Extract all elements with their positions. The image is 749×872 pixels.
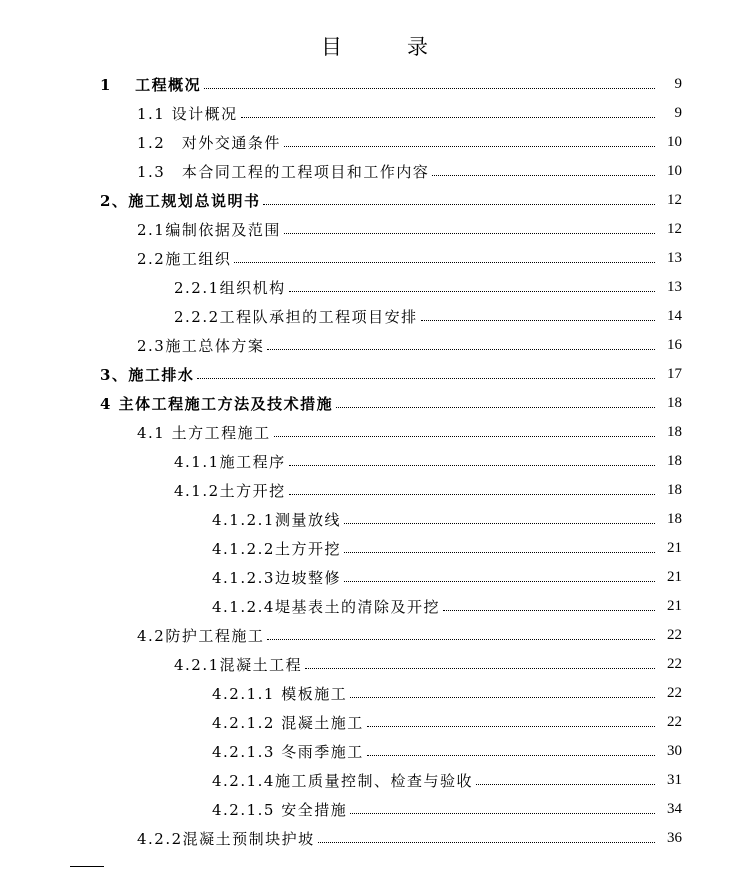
toc-entry[interactable] <box>0 824 749 853</box>
toc-entry-page: 21 <box>667 598 682 614</box>
toc-entry[interactable] <box>0 70 749 99</box>
toc-entry-page: 9 <box>674 76 682 92</box>
toc-entry[interactable] <box>0 679 749 708</box>
toc-entry-label: 1.3 本合同工程的工程项目和工作内容 <box>137 163 430 181</box>
toc-entry[interactable] <box>0 302 749 331</box>
toc-entry-label: 4.1.2.1测量放线 <box>212 511 341 529</box>
toc-entry-label: 2.2施工组织 <box>137 250 232 268</box>
dot-leader <box>289 290 655 292</box>
toc-entry-label: 4.2.1.5 安全措施 <box>212 801 348 819</box>
toc-entry-page: 34 <box>667 801 682 817</box>
dot-leader <box>350 812 655 814</box>
toc-entry-label: 4.1 土方工程施工 <box>137 424 271 442</box>
toc-entry-label: 1 工程概况 <box>100 76 202 94</box>
toc-entry-page: 22 <box>667 714 682 730</box>
toc-entry[interactable] <box>0 418 749 447</box>
toc-entry-page: 22 <box>667 627 682 643</box>
toc-entry-label: 4.2.1混凝土工程 <box>174 656 303 674</box>
toc-entry-page: 13 <box>667 250 682 266</box>
toc-entry-page: 21 <box>667 540 682 556</box>
toc-entry[interactable] <box>0 505 749 534</box>
dot-leader <box>367 754 655 756</box>
toc-entry-label: 4.2.1.4施工质量控制、检查与验收 <box>212 772 473 790</box>
toc-entry-page: 18 <box>667 482 682 498</box>
toc-entry-label: 4.1.2.4堤基表土的清除及开挖 <box>212 598 440 616</box>
toc-entry-page: 10 <box>667 163 682 179</box>
toc-entry-label: 3、施工排水 <box>100 366 195 384</box>
toc-entry[interactable] <box>0 621 749 650</box>
dot-leader <box>234 261 655 263</box>
dot-leader <box>350 696 655 698</box>
toc-entry[interactable] <box>0 157 749 186</box>
toc-entry-page: 16 <box>667 337 682 353</box>
toc-entry-label: 4.1.2.2土方开挖 <box>212 540 341 558</box>
dot-leader <box>367 725 655 727</box>
dot-leader <box>344 522 655 524</box>
toc-entry-page: 36 <box>667 830 682 846</box>
toc-entry-page: 22 <box>667 656 682 672</box>
toc-entry-label: 4 主体工程施工方法及技术措施 <box>100 395 334 413</box>
toc-entry-page: 18 <box>667 453 682 469</box>
dot-leader <box>336 406 655 408</box>
toc-entry-label: 1.1 设计概况 <box>137 105 238 123</box>
toc-entry-label: 4.1.1施工程序 <box>174 453 286 471</box>
table-of-contents <box>0 70 749 853</box>
toc-entry-label: 2.1编制依据及范围 <box>137 221 281 239</box>
toc-entry[interactable] <box>0 244 749 273</box>
toc-entry-label: 4.2.2混凝土预制块护坡 <box>137 830 315 848</box>
toc-entry-label: 2.2.2工程队承担的工程项目安排 <box>174 308 418 326</box>
dot-leader <box>421 319 655 321</box>
toc-entry-page: 18 <box>667 424 682 440</box>
toc-entry-page: 18 <box>667 395 682 411</box>
dot-leader <box>204 87 655 89</box>
dot-leader <box>344 580 655 582</box>
toc-entry[interactable] <box>0 99 749 128</box>
dot-leader <box>432 174 655 176</box>
toc-entry[interactable] <box>0 273 749 302</box>
toc-entry[interactable] <box>0 708 749 737</box>
toc-entry-page: 12 <box>667 221 682 237</box>
dot-leader <box>274 435 655 437</box>
dot-leader <box>263 203 655 205</box>
toc-entry-page: 17 <box>667 366 682 382</box>
toc-entry-page: 14 <box>667 308 682 324</box>
dot-leader <box>197 377 655 379</box>
dot-leader <box>318 841 655 843</box>
toc-entry[interactable] <box>0 331 749 360</box>
toc-entry[interactable] <box>0 215 749 244</box>
toc-entry[interactable] <box>0 186 749 215</box>
toc-entry-label: 4.2防护工程施工 <box>137 627 265 645</box>
toc-entry[interactable] <box>0 650 749 679</box>
toc-entry-label: 2.3施工总体方案 <box>137 337 265 355</box>
dot-leader <box>267 348 655 350</box>
toc-entry-label: 4.1.2土方开挖 <box>174 482 286 500</box>
toc-entry-page: 9 <box>674 105 682 121</box>
toc-entry[interactable] <box>0 563 749 592</box>
toc-entry[interactable] <box>0 128 749 157</box>
toc-entry-page: 31 <box>667 772 682 788</box>
toc-entry[interactable] <box>0 766 749 795</box>
dot-leader <box>241 116 655 118</box>
toc-entry-label: 2、施工规划总说明书 <box>100 192 261 210</box>
toc-entry[interactable] <box>0 795 749 824</box>
toc-entry-page: 30 <box>667 743 682 759</box>
toc-entry[interactable] <box>0 534 749 563</box>
toc-entry-page: 22 <box>667 685 682 701</box>
toc-entry[interactable] <box>0 737 749 766</box>
dot-leader <box>284 145 655 147</box>
toc-entry-page: 21 <box>667 569 682 585</box>
toc-entry[interactable] <box>0 447 749 476</box>
toc-entry-page: 10 <box>667 134 682 150</box>
dot-leader <box>344 551 655 553</box>
toc-entry-label: 4.2.1.3 冬雨季施工 <box>212 743 364 761</box>
footnote-rule <box>70 866 104 867</box>
dot-leader <box>289 493 655 495</box>
toc-entry-page: 13 <box>667 279 682 295</box>
toc-entry-label: 4.1.2.3边坡整修 <box>212 569 341 587</box>
dot-leader <box>289 464 655 466</box>
dot-leader <box>305 667 655 669</box>
toc-entry-label: 1.2 对外交通条件 <box>137 134 281 152</box>
toc-entry-label: 4.2.1.2 混凝土施工 <box>212 714 364 732</box>
toc-entry-label: 2.2.1组织机构 <box>174 279 286 297</box>
dot-leader <box>267 638 655 640</box>
toc-entry-page: 12 <box>667 192 682 208</box>
toc-entry[interactable] <box>0 360 749 389</box>
toc-entry[interactable] <box>0 389 749 418</box>
dot-leader <box>443 609 655 611</box>
dot-leader <box>476 783 655 785</box>
toc-entry-page: 18 <box>667 511 682 527</box>
toc-entry[interactable] <box>0 476 749 505</box>
page-title: 目 录 <box>321 35 450 59</box>
toc-entry-label: 4.2.1.1 模板施工 <box>212 685 348 703</box>
dot-leader <box>284 232 655 234</box>
toc-entry[interactable] <box>0 592 749 621</box>
